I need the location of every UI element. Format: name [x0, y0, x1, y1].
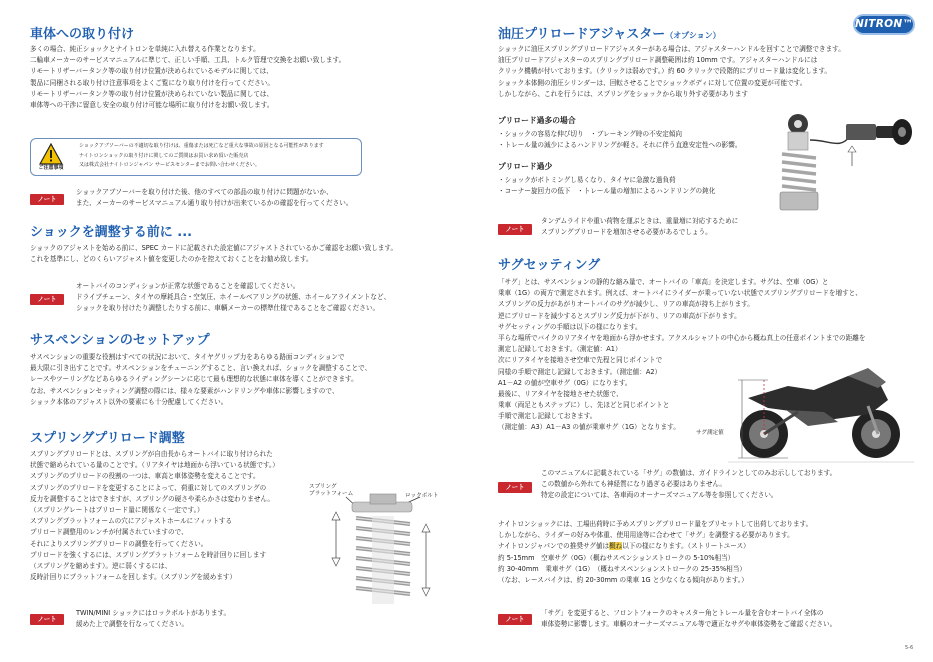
sag-setting-text: 「サグ」とは、サスペンションの静的な縮み量で、オートバイの「車高」を決定します。サグは、空車（0G）と 乗車（1G）の両方で測定されます。例えば、オートバイにライダーが乗っていない状態でスプリングプリロードを増すと、 スプリングの反力があがりオートバイのサグが減少し、リアの車高が持ち上がります。 逆にプリロードを減少するとスプリング反力が下がり、リアの車高が下がります。 サグセッティングの手順は以下の様になります。 平らな場所でバイクのリアタイヤを地面から浮かせます。アクスルシャフトの中心から概ね真上の任意ポイントまでの距離を 測定し記録しておきます。（測定値：A1） 次にリアタイヤを接地させ空車で先程と同じポイントで 同様の手順で測定し記録しておきます。（測定値：A2） A1－A2 の値が空車サグ（0G）になります。 最後に、リアタイヤを接地させた状態で、 乗車（両足ともステップに）し、先ほどと同じポイントと 手順で測定し記録しておきます。 （測定値：A3）A1－A3 の値が乗車サグ（1G）となります。	[498, 278, 866, 432]
note-badge: ノート	[498, 482, 532, 493]
note-badge: ノート	[498, 224, 532, 235]
caption-spring-platform: スプリング プラットフォーム	[309, 484, 354, 497]
sag-note-text: このマニュアルに記載されている「サグ」の数値は、ガイドラインとしてのみお示ししております。 この数値から外れても神経質になり過ぎる必要はありません。 特定の設定については、各車両のオーナーズマニュアル等を参照してください。	[541, 469, 837, 500]
caption-lock-bolt: ロックボルト	[405, 493, 439, 499]
note-badge: ノート	[30, 294, 64, 305]
heading-mounting: 車体への取り付け	[30, 27, 135, 42]
preload-under-list: ・ショックがボトミングし易くなり、タイヤに急激な過負荷 ・コーナー旋回力の低下 ・トレール量の増加によるハンドリングの鈍化	[498, 176, 716, 196]
page-number: 5-6	[905, 645, 914, 651]
mounting-text: 多くの場合、純正ショックとナイトロンを単純に入れ替える作業となります。 二輪車メーカーのサービスマニュアルに準じて、正しい手順、工具、トルク管理で交換をお願い致します。 リモートリザーバータンク等の取り付け位置が決められているモデルに関しては、 製品に同梱される取り付け注意事項をよくご覧になり取り付けを行ってください。 リモートリザーバータンク等の取り付け位置が決められていない製品に関しては、 車体等への干渉に留意し安全の取り付け可能な場所に取り付けをお願い致します。	[30, 45, 346, 109]
hydraulic-preload-text: ショックに油圧スプリングプリロードアジャスターがある場合は、アジャスターハンドルを回すことで調整できます。 油圧プリロードアジャスターのスプリングプリロード調整範囲は約 10mm です。アジャスターハンドルには クリック機構が付いております。（クリックは弱めです。）約 60 クリックで段階的にプリロード量は変化します。 ショック本体側の油圧シリンダーは、回転させることでショックボディに対して位置の変更が可能です。 しかしながら、これを行うには、スプリングをショックから取り外す必要があります	[498, 45, 845, 98]
nitron-logo: NITRON™	[853, 14, 915, 35]
caption-sag-measure: サグ測定値	[696, 430, 724, 436]
heading-sag-setting: サグセッティング	[498, 258, 601, 273]
spring-shock-illustration	[330, 480, 440, 608]
heading-before-adjust: ショックを調整する前に ...	[30, 225, 193, 240]
suspension-setup-text: サスペンションの重要な役割はすべての状況において、タイヤグリップ力をあらゆる路面コンディションで 最大限に引き出すことです。サスペンションをチューニングすること、言い換えれば、ショックを調整することで、 レースやツーリングなどあらゆるライディングシーンに応じて最も理想的な状態に車体を導くことができます。 なお、サスペンションセッティング調整の際には、様々な要素がハンドリングや車体に影響しますので、 ショック本体のアジャスト以外の要素にも十分配慮してください。	[30, 353, 372, 406]
warning-triangle-icon	[39, 143, 63, 171]
sag-note2-text: 「サグ」を変更すると、フロントフォークのキャスター角とトレール量を含むオートバイ全体の 車体姿勢に影響します。車輌のオーナーズマニュアル等で適正なサグや車体姿勢をご確認ください。	[541, 609, 837, 629]
highlight-approx: 概ね	[609, 542, 623, 551]
spring-preload-note-text: TWIN/MINI ショックにはロックボルトがあります。 緩めた上で調整を行なってください。	[76, 609, 231, 629]
before-adjust-text: ショックのアジャストを始める前に、SPEC カードに記載された設定値にアジャストされているかご確認をお願い致します。 これを基準にし、どのくらいアジャスト値を変更したのかを控えておくことをお勧め致します。	[30, 244, 398, 264]
heading-preload-under: プリロード過少	[498, 162, 553, 171]
note-badge: ノート	[498, 614, 532, 625]
spring-preload-text: スプリングプリロードとは、スプリングが自由長からオートバイに取り付けられた 状態で縮められている量のことです。（リアタイヤは地面から浮いている状態です。） スプリングのプリロードの役割の一つは、車高と車体姿勢を変えることです。 スプリングのプリロードを変更することによって、荷重に対してのスプリングの 反力を調整することはできますが、スプリングの硬さや柔らかさは変わりません。 （スプリングレートはプリロード量に関係なく一定です。） スプリングプラットフォームの穴にアジャストホールにフィットする プリロード調整用のレンチが付属されていますので、 それによりスプリングプリロードの調整を行ってください。 プリロードを強くするには、スプリングプラットフォームを時計回りに回します （スプリングを縮めます）。逆に弱くするには、 反時計回りにプラットフォームを回します。（スプリングを緩めます）	[30, 450, 279, 582]
hydraulic-adjuster-illustration	[770, 110, 920, 212]
motorcycle-sag-illustration	[728, 360, 914, 470]
mounting-note-text: ショックアブソーバーを取り付けた後、他のすべての部品の取り付けに問題がないか、 また、メーカーのサービスマニュアル通り取り付けが出来ているかの確認を行ってください。	[76, 188, 353, 208]
heading-suspension-setup: サスペンションのセットアップ	[30, 333, 210, 348]
recommended-sag-line: ナイトロンジャパンでの推奨サグ値は概ね以下の様になります。（ストリートユース）	[498, 542, 750, 551]
heading-spring-preload: スプリングプリロード調整	[30, 431, 185, 446]
heading-hydraulic-preload: 油圧プリロードアジャスター（オプション）	[498, 27, 721, 42]
note-badge: ノート	[30, 194, 64, 205]
warning-box	[30, 138, 362, 176]
warning-text: ショックアブソーバーの不適切な取り付けは、重傷または死亡など重大な事故の原因となる可能性があります ナイトロンショックの取り付けに関してのご質問はお買い求め頂いた販売店 又は株式会社ナイトロンジャパン サービスセンターまでお問い合わせください。	[79, 143, 324, 169]
warning-label: ご注意事項	[38, 165, 64, 171]
hydraulic-note-text: タンデムライドや重い荷物を運ぶときは、重量増に対応するために スプリングプリロードを増加させる必要があるでしょう。	[541, 217, 739, 237]
preload-over-list: ・ショックの容易な伸び切り ・ブレーキング時の不安定傾向 ・トレール量の減少によるハンドリングが軽さ。それに伴う直進安定性への影響。	[498, 130, 742, 150]
note-badge: ノート	[30, 614, 64, 625]
sag-preset-text: ナイトロンショックには、工場出荷時に予めスプリングプリロード量をプリセットして出荷しております。 しかしながら、ライダーの好みや体重、使用用途等に合わせて「サグ」を調整する必要があります。 ナイトロンジャパンでの推奨サグ値は概ね以下の様になります。（ストリートユース） 約 5-15mm 空車サグ（0G）（概ねサスペンションストロークの 5-10%相当） 約 30-40mm 乗車サグ（1G） （概ねサスペンションストロークの 25-35%相当） （なお、レースバイクは、約 20-30mm の乗車 1G と少なくなる傾向があります。）	[498, 520, 813, 584]
before-adjust-note-text: オートバイのコンディションが正常な状態であることを確認してください。 ドライブチェーン、タイヤの摩耗具合・空気圧、ホイールベアリングの状態、ホイールアライメントなど、 ショックを取り付けたり調整したりする前に、車輌メーカーの標準仕様であることをご確認ください。	[76, 282, 391, 313]
heading-preload-over: プリロード過多の場合	[498, 116, 576, 125]
